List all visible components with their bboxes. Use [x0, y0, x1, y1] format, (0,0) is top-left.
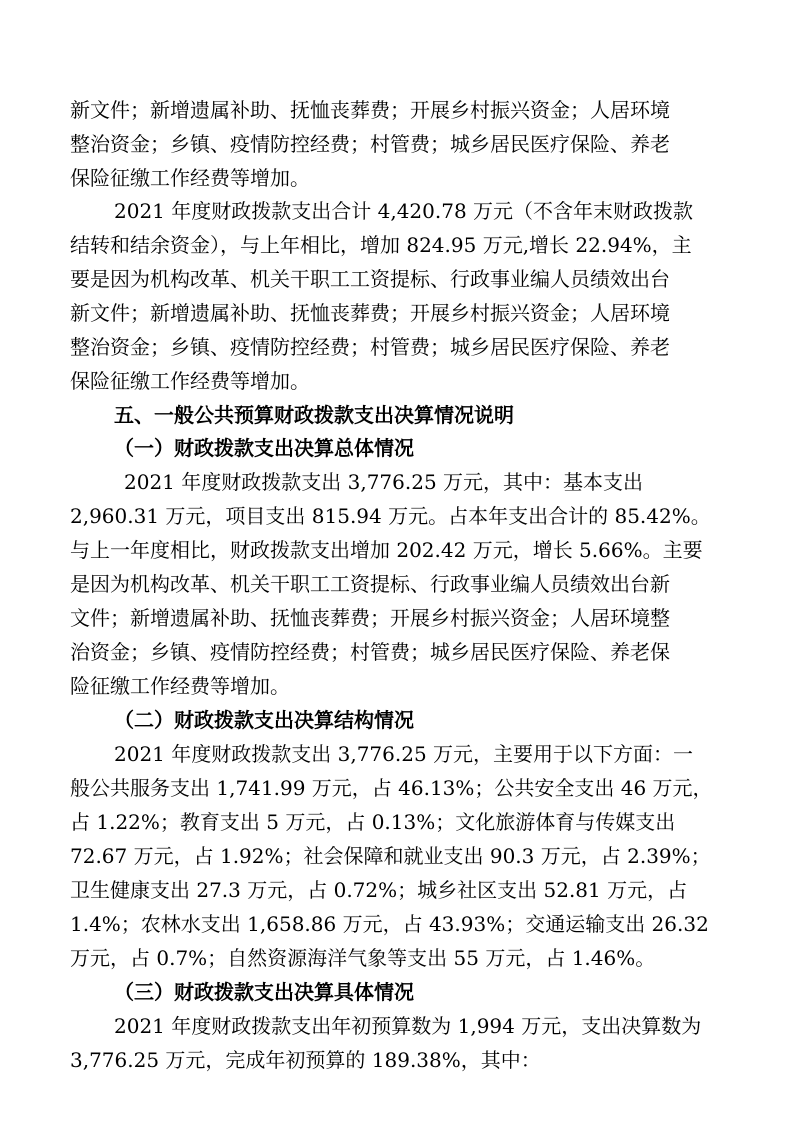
- paragraph-line: 2,960.31 万元，项目支出 815.94 万元。占本年支出合计的 85.42%。: [70, 504, 711, 528]
- paragraph-line: 2021 年度财政拨款支出 3,776.25 万元，主要用于以下方面：一: [114, 742, 694, 766]
- paragraph-line: 治资金；乡镇、疫情防控经费；村管费；城乡居民医疗保险、养老保: [70, 640, 670, 664]
- paragraph-line: 占 1.22%；教育支出 5 万元，占 0.13%；文化旅游体育与传媒支出: [70, 810, 676, 834]
- paragraph-line: 2021 年度财政拨款支出合计 4,420.78 万元（不含年末财政拨款: [114, 199, 694, 223]
- paragraph-line: 是因为机构改革、机关干职工工资提标、行政事业编人员绩效出台新: [70, 572, 670, 596]
- paragraph-line: 要是因为机构改革、机关干职工工资提标、行政事业编人员绩效出台: [70, 267, 670, 291]
- paragraph-line: 2021 年度财政拨款支出 3,776.25 万元，其中：基本支出: [124, 470, 644, 494]
- paragraph-line: 1.4%；农林水支出 1,658.86 万元，占 43.93%；交通运输支出 26.32: [70, 912, 709, 936]
- subsection-heading: （二）财政拨款支出决算结构情况: [114, 708, 414, 732]
- paragraph-line: 险征缴工作经费等增加。: [70, 674, 290, 698]
- paragraph-line: 卫生健康支出 27.3 万元，占 0.72%；城乡社区支出 52.81 万元，占: [70, 878, 688, 902]
- paragraph-line: 2021 年度财政拨款支出年初预算数为 1,994 万元，支出决算数为: [114, 1014, 702, 1038]
- paragraph-line: 万元，占 0.7%；自然资源海洋气象等支出 55 万元，占 1.46%。: [70, 946, 656, 970]
- paragraph-line: 文件；新增遗属补助、抚恤丧葬费；开展乡村振兴资金；人居环境整: [70, 606, 670, 630]
- paragraph-line: 保险征缴工作经费等增加。: [70, 369, 310, 393]
- paragraph-line: 般公共服务支出 1,741.99 万元，占 46.13%；公共安全支出 46 万元，: [70, 776, 713, 800]
- paragraph-line: 3,776.25 万元，完成年初预算的 189.38%，其中：: [70, 1048, 541, 1072]
- subsection-heading: （一）财政拨款支出决算总体情况: [114, 436, 414, 460]
- subsection-heading: （三）财政拨款支出决算具体情况: [114, 980, 414, 1004]
- paragraph-line: 整治资金；乡镇、疫情防控经费；村管费；城乡居民医疗保险、养老: [70, 335, 670, 359]
- paragraph-line: 与上一年度相比，财政拨款支出增加 202.42 万元，增长 5.66%。主要: [70, 538, 703, 562]
- paragraph-line: 72.67 万元，占 1.92%；社会保障和就业支出 90.3 万元，占 2.39%；: [70, 844, 711, 868]
- section-heading: 五、一般公共预算财政拨款支出决算情况说明: [114, 403, 514, 427]
- paragraph-line: 结转和结余资金），与上年相比，增加 824.95 万元,增长 22.94%，主: [70, 233, 692, 257]
- paragraph-line: 整治资金；乡镇、疫情防控经费；村管费；城乡居民医疗保险、养老: [70, 132, 670, 156]
- paragraph-line: 新文件；新增遗属补助、抚恤丧葬费；开展乡村振兴资金；人居环境: [70, 98, 670, 122]
- paragraph-line: 保险征缴工作经费等增加。: [70, 166, 310, 190]
- paragraph-line: 新文件；新增遗属补助、抚恤丧葬费；开展乡村振兴资金；人居环境: [70, 301, 670, 325]
